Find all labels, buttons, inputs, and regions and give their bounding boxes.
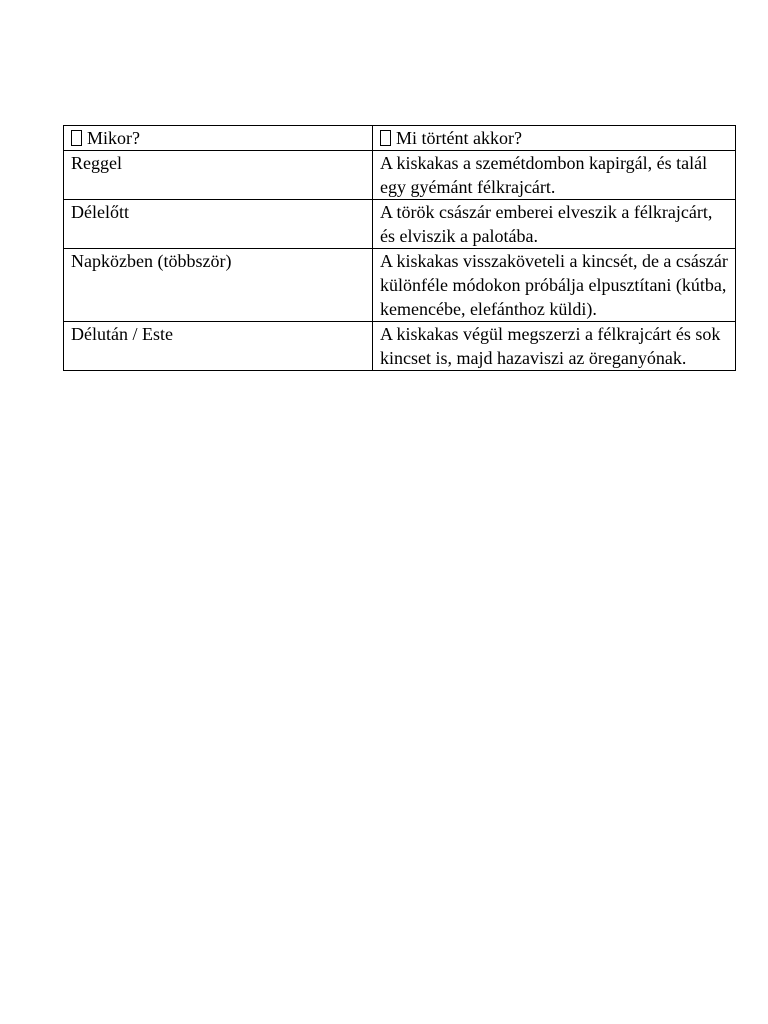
- missing-glyph-icon: [380, 130, 391, 146]
- cell-when: Délelőtt: [64, 200, 373, 249]
- missing-glyph-icon: [71, 130, 82, 146]
- cell-when: Reggel: [64, 151, 373, 200]
- cell-what: A kiskakas végül megszerzi a félkrajcárt és sok kincset is, majd hazaviszi az öreganyónak.: [373, 322, 736, 371]
- table-row: [64, 322, 736, 371]
- table-row: [64, 151, 736, 200]
- cell-what: A török császár emberei elveszik a félkrajcárt, és elviszik a palotába.: [373, 200, 736, 249]
- table-row: [64, 200, 736, 249]
- table-header-row: [64, 126, 736, 151]
- table-row: [64, 249, 736, 322]
- cell-when: Délután / Este: [64, 322, 373, 371]
- header-cell-when: [64, 126, 373, 151]
- header-cell-what: [373, 126, 736, 151]
- story-timeline-table: [63, 125, 736, 371]
- cell-what: A kiskakas a szemétdombon kapirgál, és talál egy gyémánt félkrajcárt.: [373, 151, 736, 200]
- cell-what: A kiskakas visszaköveteli a kincsét, de a császár különféle módokon próbálja elpusztítani (kútba, kemencébe, elefánthoz küldi).: [373, 249, 736, 322]
- header-label-what: Mi történt akkor?: [396, 128, 522, 148]
- cell-when: Napközben (többször): [64, 249, 373, 322]
- header-label-when: Mikor?: [87, 128, 140, 148]
